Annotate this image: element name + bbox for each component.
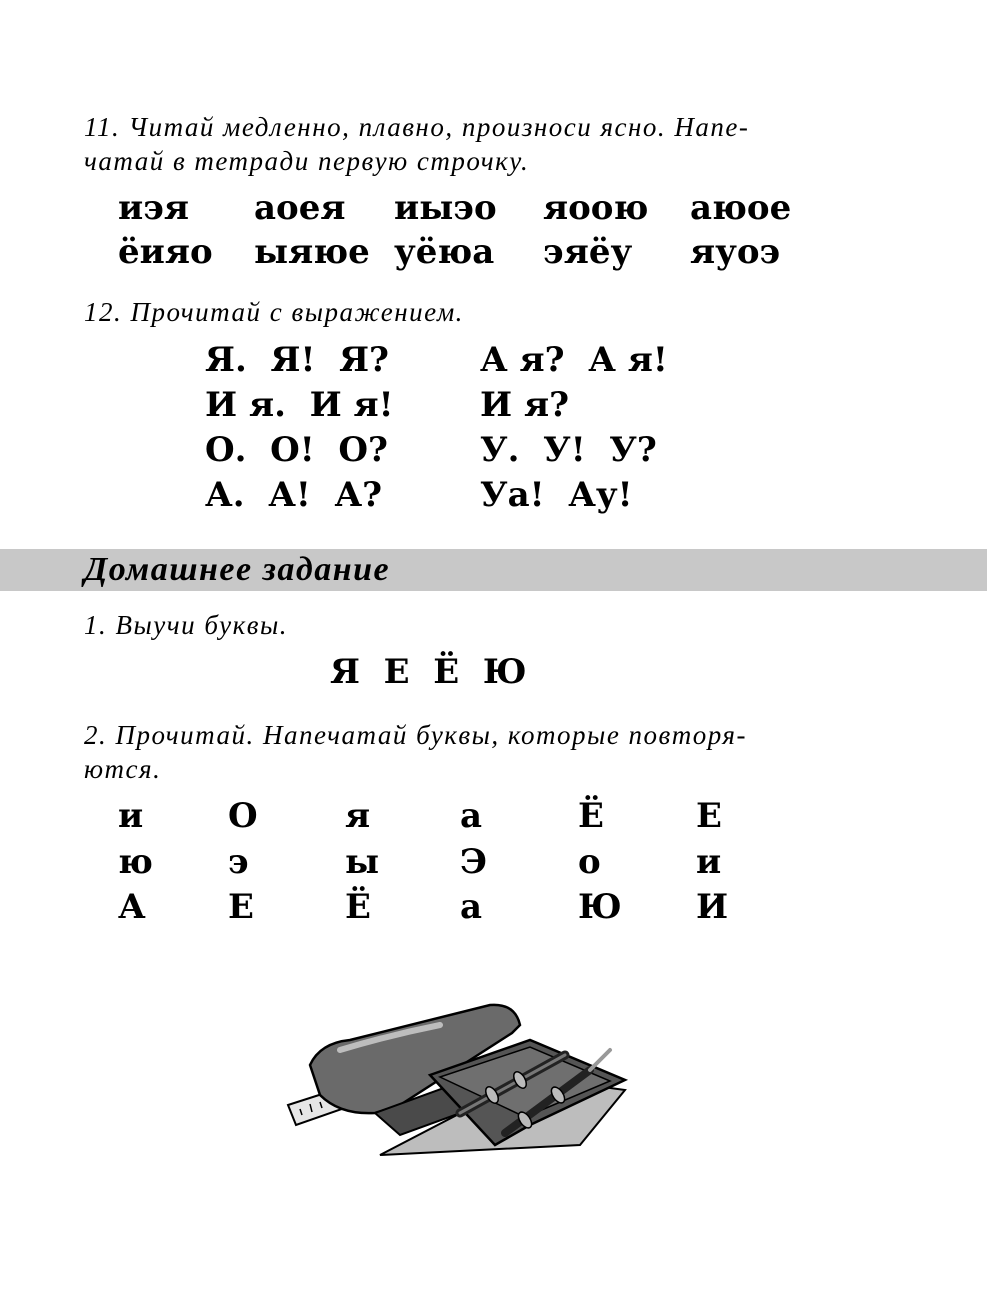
syllable: аоея: [254, 188, 346, 228]
syllable: иэя: [118, 188, 190, 228]
grid-letter: ы: [345, 842, 380, 882]
syllable: аюое: [690, 188, 792, 228]
grid-letter: и: [118, 796, 144, 836]
syllable: уёюа: [394, 232, 495, 272]
phrase-right: Уа! Ау!: [480, 475, 633, 515]
phrase-left: А. А! А?: [205, 475, 383, 515]
exercise-11-instruction-line2: чатай в тетради первую строчку.: [84, 146, 530, 176]
grid-letter: я: [345, 796, 371, 836]
exercise-11-instruction-line1: 11. Читай медленно, плавно, произноси ясно. Напе-: [84, 112, 750, 142]
grid-letter: Е: [696, 796, 722, 836]
grid-letter: Э: [460, 842, 488, 882]
phrase-left: Я. Я! Я?: [205, 340, 389, 380]
grid-letter: и: [696, 842, 722, 882]
grid-letter: Ё: [345, 887, 371, 927]
phrase-right: А я? А я!: [480, 340, 668, 380]
syllable: яоою: [543, 188, 649, 228]
syllable: ёияо: [118, 232, 213, 272]
phrase-left: О. О! О?: [205, 430, 388, 470]
grid-letter: э: [228, 842, 249, 882]
homework-task-2-line1: 2. Прочитай. Напечатай буквы, которые повторя-: [84, 720, 747, 750]
phrase-left: И я. И я!: [205, 385, 394, 425]
grid-letter: ю: [118, 842, 153, 882]
grid-letter: О: [228, 796, 258, 836]
syllable: ыяюе: [254, 232, 370, 272]
grid-letter: о: [578, 842, 601, 882]
syllable: эяёу: [543, 232, 633, 272]
grid-letter: а: [460, 887, 483, 927]
grid-letter: И: [696, 887, 729, 927]
grid-letter: а: [460, 796, 483, 836]
homework-title: Домашнее задание: [84, 551, 391, 588]
homework-task-2-line2: ются.: [84, 754, 162, 784]
letters-to-learn: Я Е Ё Ю: [330, 652, 527, 692]
phrase-right: У. У! У?: [480, 430, 657, 470]
grid-letter: Ю: [578, 887, 622, 927]
grid-letter: Е: [228, 887, 254, 927]
grid-letter: Ё: [578, 796, 604, 836]
exercise-12-instruction: 12. Прочитай с выражением.: [84, 297, 464, 327]
grid-letter: А: [118, 887, 146, 927]
syllable: яуоэ: [690, 232, 781, 272]
homework-task-1: 1. Выучи буквы.: [84, 610, 288, 640]
syllable: иыэо: [394, 188, 497, 228]
phrase-right: И я?: [480, 385, 570, 425]
pencil-case-icon: [280, 995, 640, 1170]
